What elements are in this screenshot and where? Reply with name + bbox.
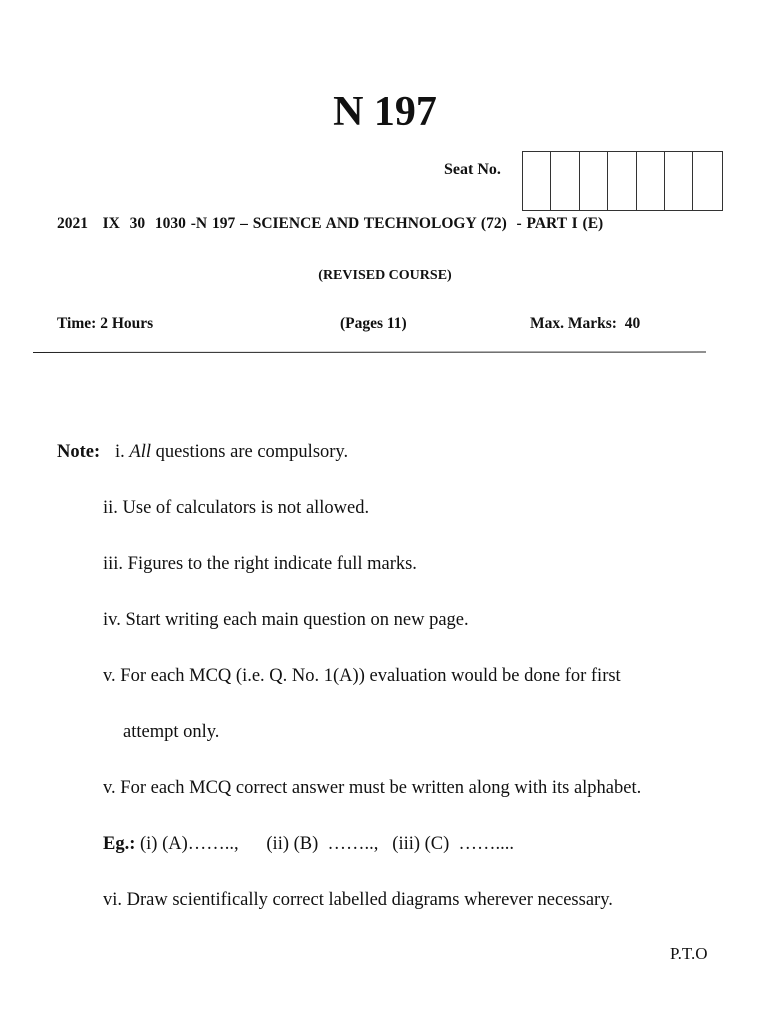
seat-digit-box[interactable] <box>637 152 665 210</box>
seat-number-label: Seat No. <box>444 161 501 178</box>
note-item: iv. Start writing each main question on new page. <box>103 610 469 630</box>
max-marks: Max. Marks: 40 <box>530 315 641 332</box>
header-divider <box>33 352 706 353</box>
note-item: i. All questions are compulsory. <box>115 442 349 462</box>
paper-code-title: N 197 <box>333 89 437 135</box>
paper-subject-line: 2021 IX 30 1030 -N 197 – SCIENCE AND TECHNOLOGY (72) - PART I (E) <box>57 215 604 232</box>
seat-digit-box[interactable] <box>523 152 551 210</box>
seat-digit-box[interactable] <box>608 152 636 210</box>
seat-digit-box[interactable] <box>665 152 693 210</box>
note-item: vi. Draw scientifically correct labelled diagrams wherever necessary. <box>103 890 613 910</box>
seat-digit-box[interactable] <box>693 152 721 210</box>
course-label: (REVISED COURSE) <box>318 268 452 283</box>
note-item: iii. Figures to the right indicate full marks. <box>103 554 417 574</box>
please-turn-over: P.T.O <box>670 944 708 963</box>
seat-digit-box[interactable] <box>580 152 608 210</box>
example-label: Eg.: <box>103 834 136 854</box>
seat-number-boxes[interactable] <box>522 151 723 211</box>
note-emphasis: All <box>129 442 151 462</box>
note-label: Note: <box>57 442 101 462</box>
time-allowed: Time: 2 Hours <box>57 315 154 332</box>
note-item: v. For each MCQ correct answer must be written along with its alphabet. <box>103 778 642 798</box>
seat-digit-box[interactable] <box>551 152 579 210</box>
note-item: ii. Use of calculators is not allowed. <box>103 498 370 518</box>
page-count: (Pages 11) <box>340 315 407 332</box>
note-item: v. For each MCQ (i.e. Q. No. 1(A)) evaluation would be done for first <box>103 666 621 686</box>
mcq-answer-example: Eg.: (i) (A)…….., (ii) (B) …….., (iii) (C) …….... <box>103 834 515 854</box>
note-item-continuation: attempt only. <box>123 722 220 742</box>
